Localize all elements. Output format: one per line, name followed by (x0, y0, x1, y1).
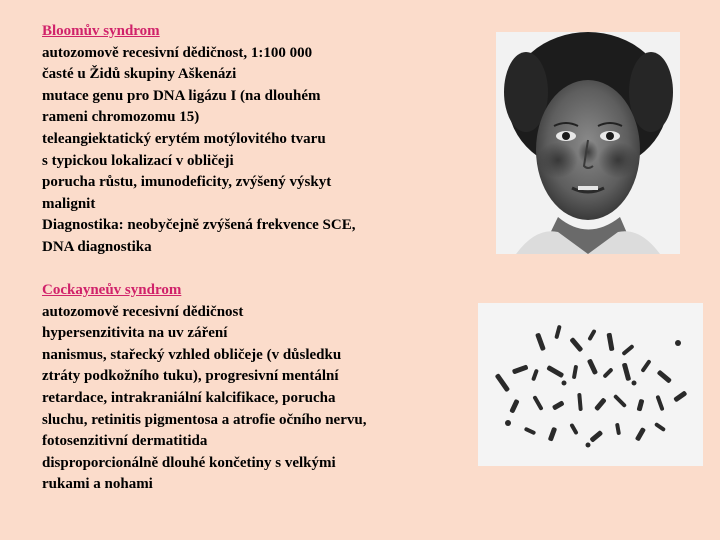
bloom-line: rameni chromozomu 15) (42, 109, 200, 126)
patient-photo (496, 32, 680, 254)
bloom-line: porucha růstu, imunodeficity, zvýšený výskyt (42, 174, 332, 191)
cockayne-line: nanismus, stařecký vzhled obličeje (v důsledku (42, 346, 342, 363)
bloom-syndrome-section (42, 21, 442, 259)
bloom-line: s typickou lokalizací v obličeji (42, 152, 234, 169)
cockayne-line: disproporcionálně dlouhé končetiny s velkými (42, 454, 336, 471)
cockayne-line: rukami a nohami (42, 476, 153, 493)
cockayne-line: ztráty podkožního tuku), progresivní mentální (42, 368, 339, 385)
cockayne-syndrome-section (42, 280, 452, 496)
bloom-line: Diagnostika: neobyčejně zvýšená frekvence SCE, (42, 217, 356, 234)
bloom-line: DNA diagnostika (42, 238, 152, 255)
bloom-line: mutace genu pro DNA ligázu I (na dlouhém (42, 87, 321, 104)
bloom-line: malignit (42, 195, 96, 212)
chromosome-spread-image (478, 303, 703, 466)
bloom-line: teleangiektatický erytém motýlovitého tvaru (42, 130, 326, 147)
bloom-line: časté u Židů skupiny Aškenázi (42, 66, 237, 83)
cockayne-title: Cockayneův syndrom (42, 282, 182, 298)
cockayne-line: retardace, intrakraniální kalcifikace, porucha (42, 389, 336, 406)
bloom-title: Bloomův syndrom (42, 23, 160, 39)
cockayne-line: hypersenzitivita na uv záření (42, 325, 228, 342)
bloom-line: autozomově recesivní dědičnost, 1:100 000 (42, 44, 313, 61)
cockayne-line: fotosenzitivní dermatitida (42, 433, 208, 450)
cockayne-line: autozomově recesivní dědičnost (42, 303, 244, 320)
cockayne-line: sluchu, retinitis pigmentosa a atrofie očního nervu, (42, 411, 367, 428)
